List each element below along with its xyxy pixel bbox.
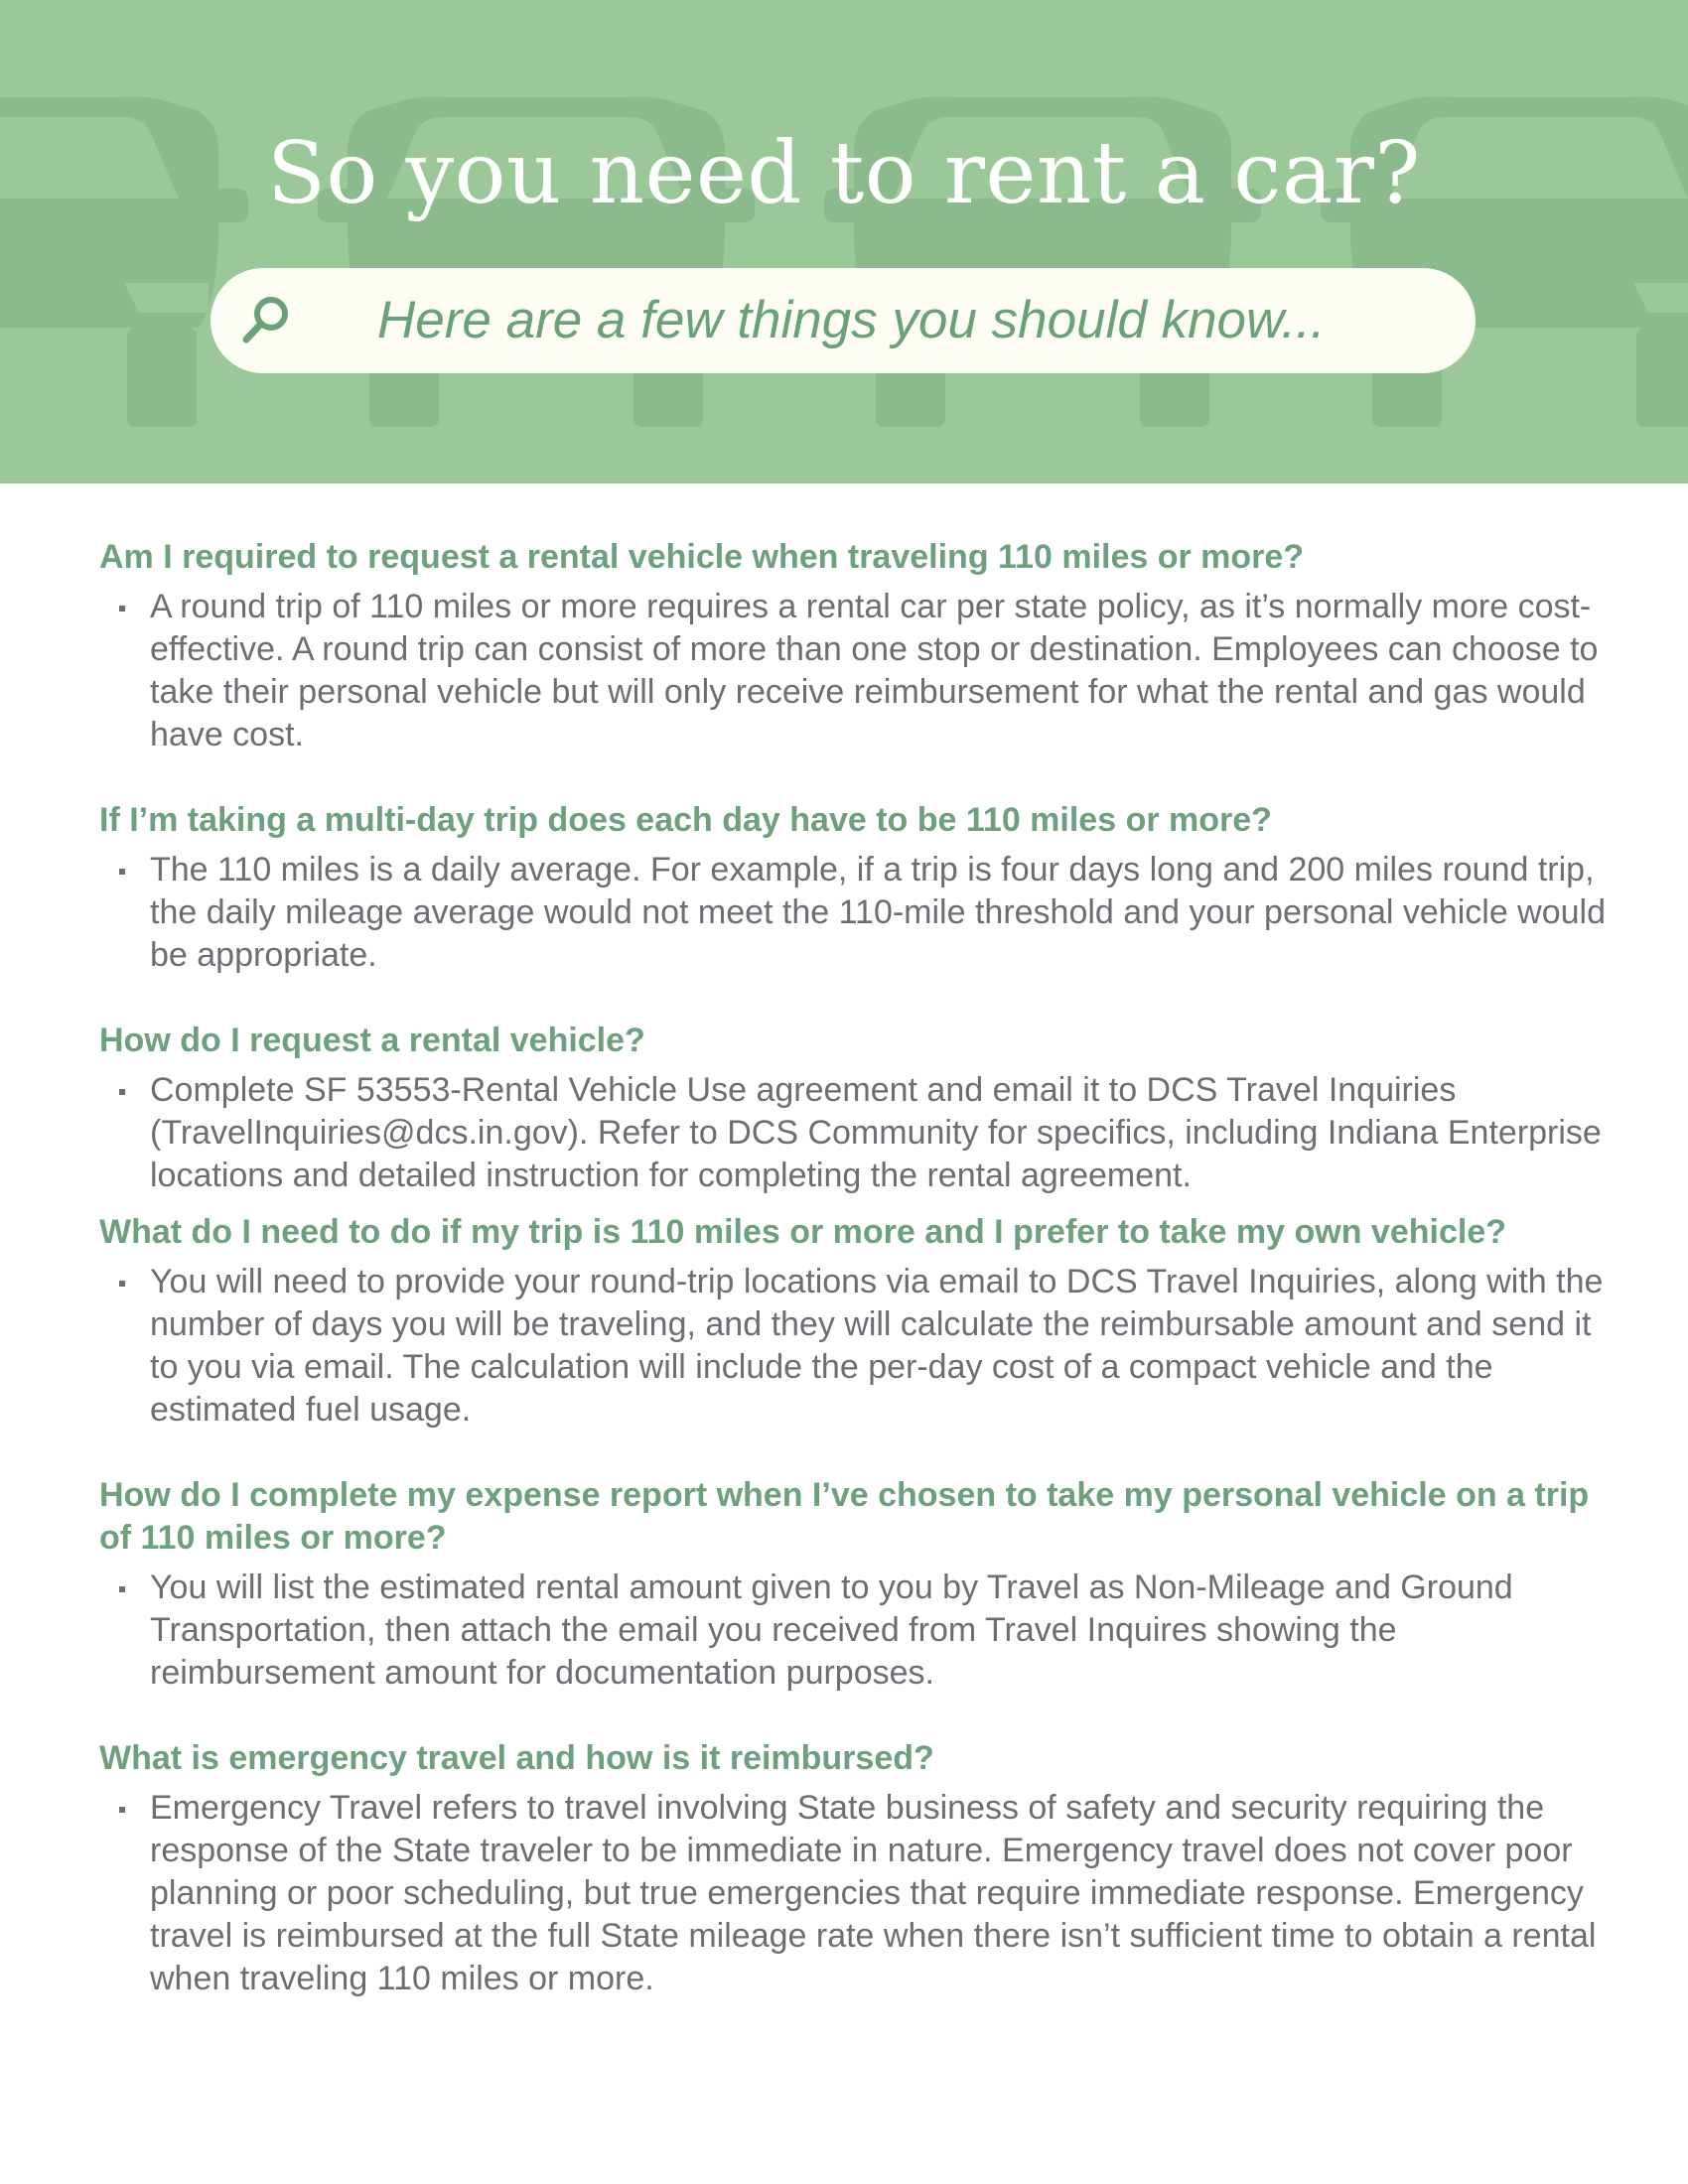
search-icon (236, 292, 294, 349)
search-bar (211, 268, 1476, 373)
page-title: So you need to rent a car? (267, 124, 1421, 223)
faq-answer-text: You will need to provide your round-trip locations via email to DCS Travel Inquiries, along with the number of days you will be traveling, and they will calculate the reimbursable amount and send it to you via email. The calculation will include the per-day cost of a compact vehicle and the estimated fuel usage. (150, 1263, 1604, 1429)
faq-question: What do I need to do if my trip is 110 miles or more and I prefer to take my own vehicle? (99, 1213, 1506, 1251)
header-banner (0, 0, 1688, 483)
faq-list (99, 536, 1609, 2000)
faq-item (99, 1020, 1609, 1197)
bullet-marker (119, 1807, 125, 1813)
bullet-marker (119, 1586, 125, 1592)
faq-answer-text: You will list the estimated rental amount given to you by Travel as Non-Mileage and Ground Transportation, then attach the email you received from Travel Inquires showing the reimbursement amount for documentation purposes. (150, 1569, 1513, 1692)
bullet-marker (119, 606, 125, 612)
faq-item (99, 536, 1609, 756)
faq-item (99, 1211, 1609, 1432)
faq-answer (99, 1787, 1609, 2000)
faq-question: How do I request a rental vehicle? (99, 1022, 645, 1059)
faq-answer (99, 1567, 1609, 1695)
search-tagline: Here are a few things you should know... (377, 291, 1326, 349)
faq-question: How do I complete my expense report when I’ve chosen to take my personal vehicle on a trip of 110 miles or more? (99, 1476, 1590, 1557)
faq-answer-text: Complete SF 53553-Rental Vehicle Use agreement and email it to DCS Travel Inquiries (TravelInquiries@dcs.in.gov). Refer to DCS Community for specifics, including Indiana Enterprise locations and detailed instruction for completing the rental agreement. (150, 1071, 1602, 1194)
car-silhouettes-background (0, 0, 1688, 483)
faq-item (99, 799, 1609, 977)
faq-item (99, 1474, 1609, 1695)
faq-question: If I’m taking a multi-day trip does each day have to be 110 miles or more? (99, 801, 1272, 839)
faq-answer (99, 849, 1609, 977)
faq-answer-text: A round trip of 110 miles or more requires a rental car per state policy, as it’s normally more cost-effective. A round trip can consist of more than one stop or destination. Employees can choose to take their personal vehicle but will only receive reimbursement for what the rental and gas would have cost. (150, 588, 1599, 753)
faq-answer (99, 1069, 1609, 1197)
faq-answer (99, 586, 1609, 756)
faq-answer-text: The 110 miles is a daily average. For example, if a trip is four days long and 200 miles round trip, the daily mileage average would not meet the 110-mile threshold and your personal vehicle would be appropriate. (150, 851, 1607, 974)
bullet-marker (119, 1281, 125, 1287)
faq-answer (99, 1261, 1609, 1432)
bullet-marker (119, 1089, 125, 1095)
faq-question: What is emergency travel and how is it reimbursed? (99, 1739, 934, 1777)
faq-answer-text: Emergency Travel refers to travel involving State business of safety and security requiring the response of the State traveler to be immediate in nature. Emergency travel does not cover poor planning or poor scheduling, but true emergencies that require immediate response. Emergency travel is reimbursed at the full State mileage rate when there isn’t sufficient time to obtain a rental when traveling 110 miles or more. (150, 1789, 1597, 1997)
faq-item (99, 1737, 1609, 2000)
bullet-marker (119, 869, 125, 875)
faq-question: Am I required to request a rental vehicle when traveling 110 miles or more? (99, 538, 1305, 576)
